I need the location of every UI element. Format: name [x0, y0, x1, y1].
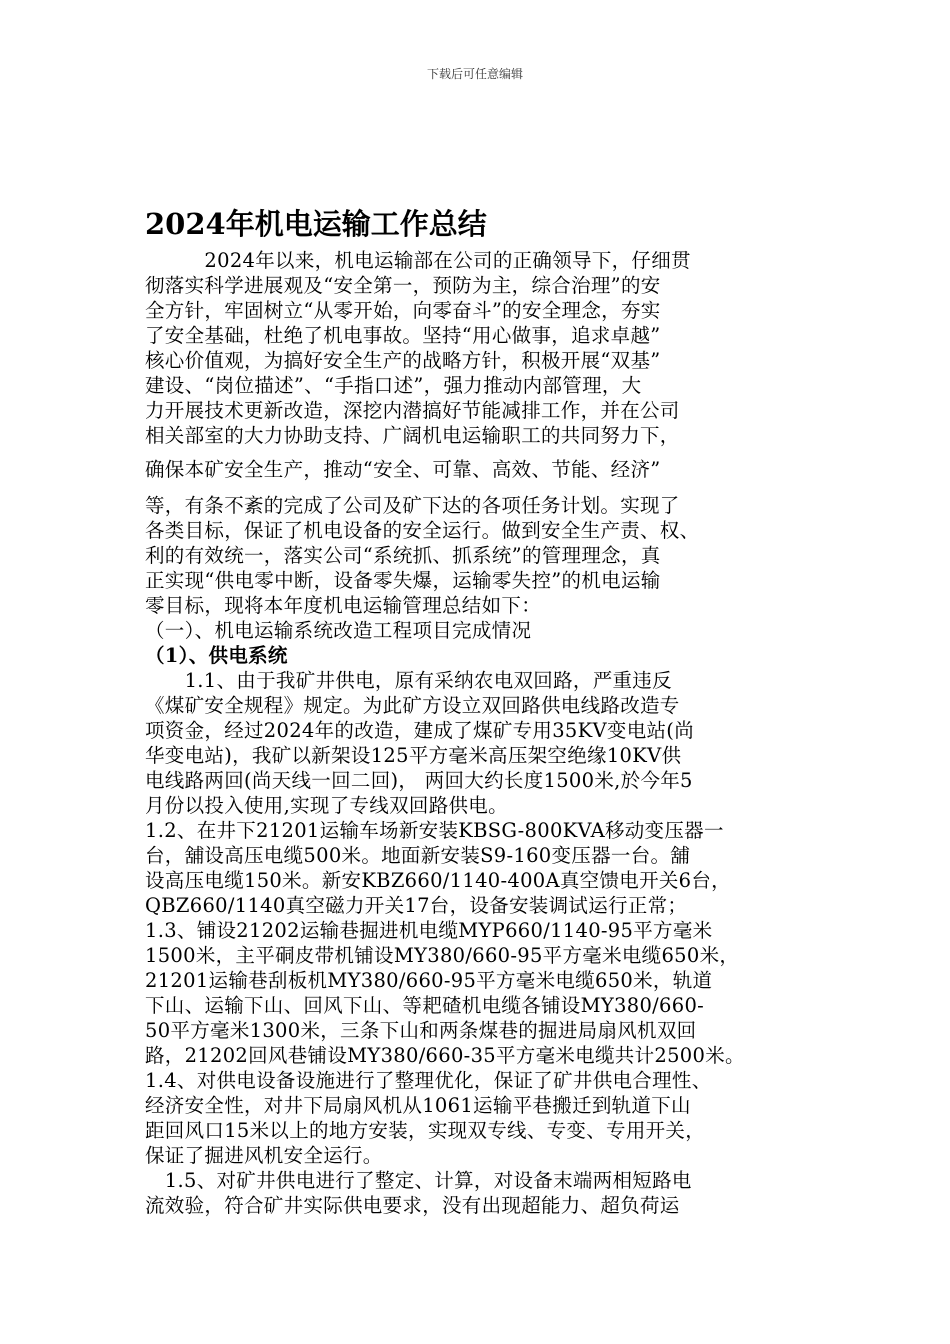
- body-line: 保证了掘进风机安全运行。: [145, 1144, 383, 1167]
- body-line: 零目标，现将本年度机电运输管理总结如下：: [145, 594, 542, 617]
- body-line: 流效验，符合矿井实际供电要求，没有出现超能力、超负荷运: [145, 1194, 680, 1217]
- body-line: 确保本矿安全生产，推动“安全、可靠、高效、节能、经济”: [145, 458, 661, 481]
- body-line: 彻落实科学进展观及“安全第一，预防为主，综合治理”的安: [145, 274, 661, 297]
- body-line: 相关部室的大力协助支持、广阔机电运输职工的共同努力下，: [145, 424, 680, 447]
- body-line: 等，有条不紊的完成了公司及矿下达的各项任务计划。实现了: [145, 494, 680, 517]
- body-line: 华变电站)，我矿以新架设125平方毫米高压架空绝缘10KV供: [145, 744, 682, 767]
- body-line: 台，舖设高压电缆500米。地面新安装S9-160变压器一台。舖: [145, 844, 691, 867]
- body-line: 建设、“岗位描述”、“手指口述”，强力推动内部管理，大: [145, 374, 642, 397]
- body-line: 下山、运输下山、回风下山、等耙碴机电缆各铺设MY380/660-: [145, 994, 705, 1017]
- body-line: 1.4、对供电设备设施进行了整理优化，保证了矿井供电合理性、: [145, 1069, 712, 1092]
- body-line: 设高压电缆150米。新安KBZ660/1140-400A真空馈电开关6台，: [145, 869, 731, 892]
- document-title: 2024年机电运输工作总结: [145, 207, 487, 241]
- body-line: 《煤矿安全规程》规定。为此矿方设立双回路供电线路改造专: [145, 694, 680, 717]
- body-line: 1500米，主平硐皮带机铺设MY380/660-95平方毫米电缆650米，: [145, 944, 740, 967]
- body-line: 项资金，经过2024年的改造，建成了煤矿专用35KV变电站(尚: [145, 719, 694, 742]
- body-line: 路，21202回风巷铺设MY380/660-35平方毫米电缆共计2500米。: [145, 1044, 745, 1067]
- section-heading: （一）、机电运输系统改造工程项目完成情况: [145, 619, 532, 642]
- body-line: 1.5、对矿井供电进行了整定、计算，对设备末端两相短路电: [145, 1169, 692, 1192]
- body-line: 1.1、由于我矿井供电，原有采纳农电双回路，严重违反: [145, 669, 672, 692]
- subsection-heading: （1）、供电系统: [145, 644, 288, 667]
- body-line: 利的有效统一，落实公司“系统抓、抓系统”的管理理念，真: [145, 544, 661, 567]
- body-line: QBZ660/1140真空磁力开关17台，设备安装调试运行正常；: [145, 894, 688, 917]
- body-line: 核心价值观，为搞好安全生产的战略方针，积极开展“双基”: [145, 349, 661, 372]
- body-line: 各类目标，保证了机电设备的安全运行。做到安全生产责、权、: [145, 519, 700, 542]
- body-line: 2024年以来，机电运输部在公司的正确领导下，仔细贯: [145, 249, 691, 272]
- body-line: 正实现“供电零中断，设备零失爆，运输零失控”的机电运输: [145, 569, 661, 592]
- body-line: 了安全基础，杜绝了机电事故。坚持“用心做事，追求卓越”: [145, 324, 661, 347]
- body-line: 21201运输巷刮板机MY380/660-95平方毫米电缆650米，轨道: [145, 969, 713, 992]
- body-line: 月份以投入使用,实现了专线双回路供电。: [145, 794, 508, 817]
- body-line: 经济安全性，对井下局扇风机从1061运输平巷搬迁到轨道下山: [145, 1094, 691, 1117]
- document-body: [145, 248, 825, 1218]
- body-line: 全方针，牢固树立“从零开始，向零奋斗”的安全理念，夯实: [145, 299, 661, 322]
- body-line: 1.3、铺设21202运输巷掘进机电缆MYP660/1140-95平方毫米: [145, 919, 713, 942]
- page-header-note: 下载后可任意编辑: [426, 67, 523, 81]
- body-line: 50平方毫米1300米，三条下山和两条煤巷的掘进局扇风机双回: [145, 1019, 697, 1042]
- body-line: 力开展技术更新改造，深挖内潜搞好节能减排工作，并在公司: [145, 399, 680, 422]
- body-line: 距回风口15米以上的地方安装，实现双专线、专变、专用开关，: [145, 1119, 706, 1142]
- body-line: 电线路两回(尚天线一回二回)， 两回大约长度1500米,於今年5: [145, 769, 693, 792]
- body-line: 1.2、在井下21201运输车场新安装KBSG-800KVA移动变压器一: [145, 819, 724, 842]
